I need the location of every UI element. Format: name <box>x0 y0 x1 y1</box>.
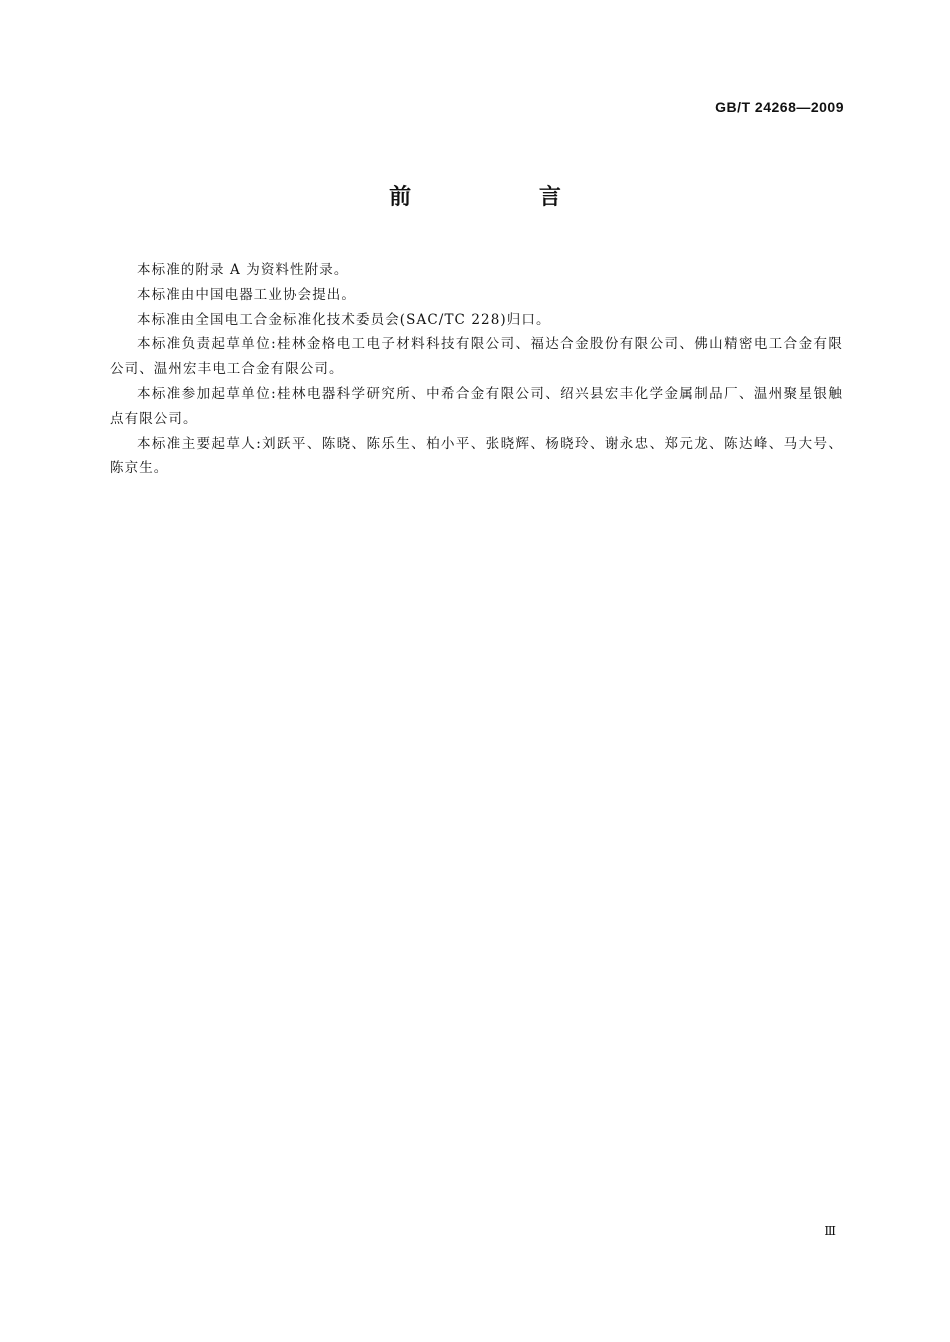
paragraph-committee: 本标准由全国电工合金标准化技术委员会(SAC/TC 228)归口。 <box>137 311 551 328</box>
paragraph-responsible-drafters: 本标准负责起草单位:桂林金格电工电子材料科技有限公司、福达合金股份有限公司、佛山精密电工合金有限公司、温州宏丰电工合金有限公司。 <box>110 336 843 378</box>
standard-number: GB/T 24268—2009 <box>715 99 844 115</box>
paragraph-participating-drafters: 本标准参加起草单位:桂林电器科学研究所、中希合金有限公司、绍兴县宏丰化学金属制品厂、温州聚星银触点有限公司。 <box>110 385 843 427</box>
foreword-body <box>110 258 843 481</box>
paragraph-appendix: 本标准的附录 A 为资料性附录。 <box>137 262 349 278</box>
page-number: Ⅲ <box>824 1224 836 1238</box>
paragraph-main-drafters: 本标准主要起草人:刘跃平、陈晓、陈乐生、柏小平、张晓辉、杨晓玲、谢永忠、郑元龙、陈达峰、马大号、陈京生。 <box>110 435 843 477</box>
page-title: 前 言 <box>389 185 621 210</box>
paragraph-proposer: 本标准由中国电器工业协会提出。 <box>137 286 356 303</box>
